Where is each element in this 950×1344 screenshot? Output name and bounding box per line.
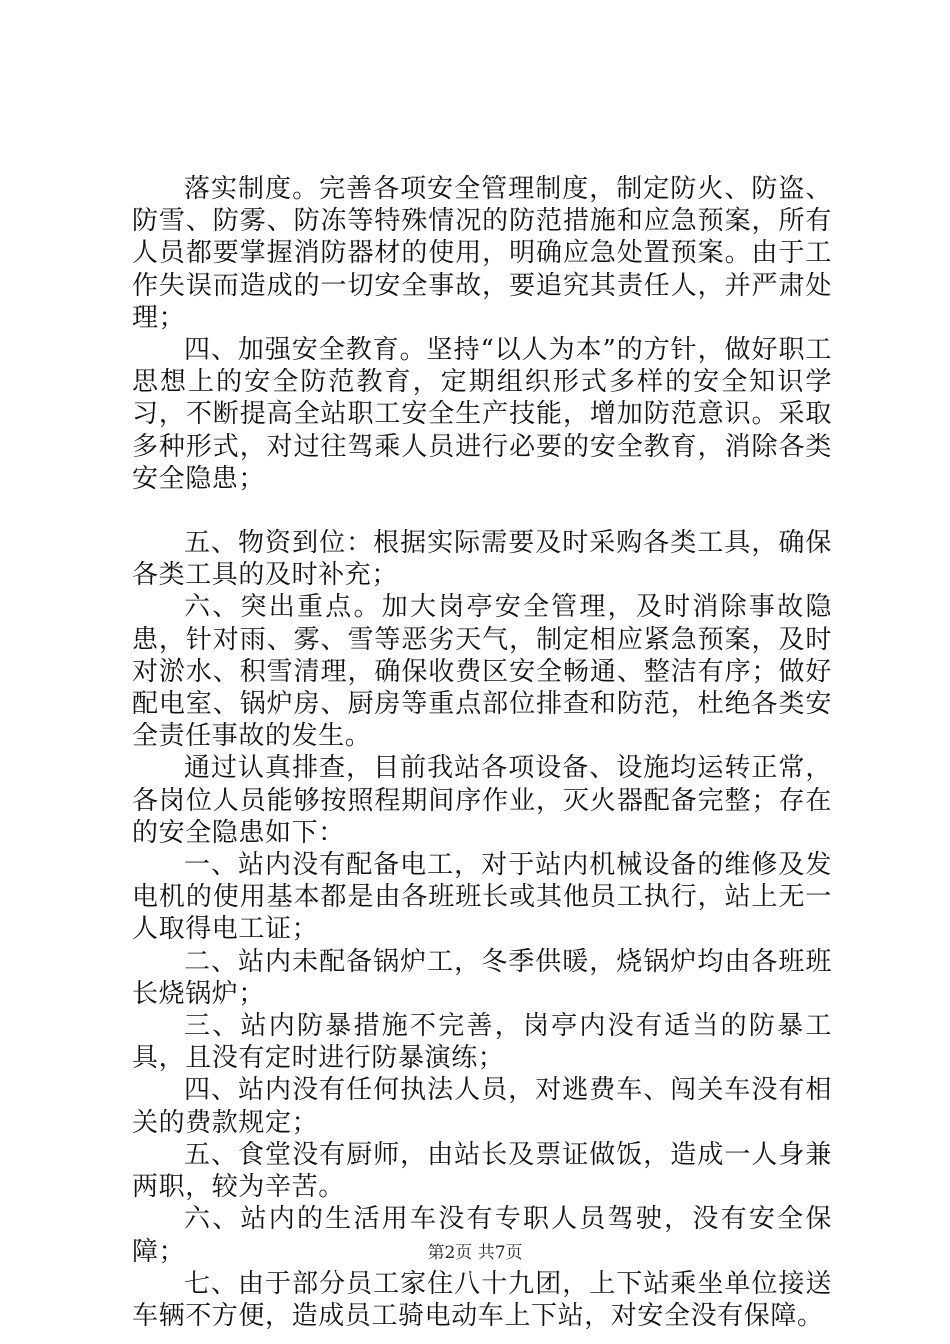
page-number-footer: 第2页 共7页 (427, 1243, 523, 1263)
paragraph-hazard-law-enforcement: 四、站内没有任何执法人员，对逃费车、闯关车没有相关的费款规定； (132, 1075, 832, 1138)
document-body (132, 173, 832, 1332)
paragraph-inspection-summary: 通过认真排查，目前我站各项设备、设施均运转正常，各岗位人员能够按照程期间序作业，灭火器配备完整；存在的安全隐患如下： (132, 753, 832, 848)
paragraph-implement-system: 落实制度。完善各项安全管理制度，制定防火、防盗、防雪、防雾、防冻等特殊情况的防范措施和应急预案，所有人员都要掌握消防器材的使用，明确应急处置预案。由于工作失误而造成的一切安全事故，要追究其责任人，并严肃处理； (132, 174, 832, 333)
paragraph-safety-education: 四、加强安全教育。坚持“以人为本”的方针，做好职工思想上的安全防范教育，定期组织形式多样的安全知识学习，不断提高全站职工安全生产技能，增加防范意识。采取多种形式，对过往驾乘人员进行必要的安全教育，消除各类安全隐患； (132, 335, 832, 494)
paragraph-hazard-canteen: 五、食堂没有厨师，由站长及票证做饭，造成一人身兼两职，较为辛苦。 (132, 1139, 832, 1203)
paragraph-hazard-riot-control: 三、站内防暴措施不完善，岗亭内没有适当的防暴工具，且没有定时进行防暴演练； (132, 1011, 832, 1074)
paragraph-key-points: 六、突出重点。加大岗亭安全管理，及时消除事故隐患，针对雨、雾、雪等恶劣天气，制定相应紧急预案，及时对淤水、积雪清理，确保收费区安全畅通、整洁有序；做好配电室、锅炉房、厨房等重点部位排查和防范，杜绝各类安全责任事故的发生。 (132, 592, 832, 752)
paragraph-hazard-boiler: 二、站内未配备锅炉工，冬季供暖，烧锅炉均由各班班长烧锅炉； (132, 946, 832, 1009)
paragraph-materials: 五、物资到位：根据实际需要及时采购各类工具，确保各类工具的及时补充； (132, 528, 832, 591)
paragraph-hazard-commute: 七、由于部分员工家住八十九团，上下站乘坐单位接送车辆不方便，造成员工骑电动车上下站，对安全没有保障。 (132, 1268, 832, 1331)
paragraph-hazard-vehicle-driver: 六、站内的生活用车没有专职人员驾驶，没有安全保障； (132, 1204, 832, 1267)
paragraph-hazard-electrician: 一、站内没有配备电工，对于站内机械设备的维修及发电机的使用基本都是由各班班长或其他员工执行，站上无一人取得电工证； (132, 850, 832, 945)
